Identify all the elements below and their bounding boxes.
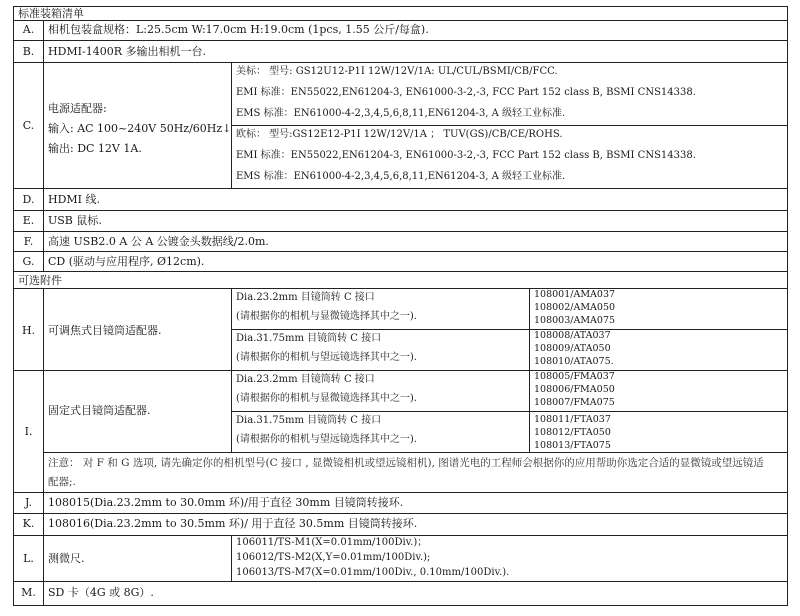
part-code: 108003/AMA075 (534, 315, 616, 326)
micrometer-name: 测微尺. (48, 552, 85, 565)
row-rule (43, 452, 787, 453)
part-code: 108011/FTA037 (534, 414, 611, 425)
part-code: 108008/ATA037 (534, 330, 611, 341)
fixed-adapter-name: 固定式目镜筒适配器. (48, 404, 151, 417)
row-text-m: SD 卡（4G 或 8G）. (48, 586, 154, 599)
adjustable-adapter-name: 可调焦式目镜筒适配器. (48, 324, 162, 337)
part-code: 108006/FMA050 (534, 384, 615, 395)
row-rule (231, 411, 787, 412)
row-mark-a: A. (22, 23, 35, 36)
power-adapter-output: 输出: DC 12V 1A. (48, 142, 142, 155)
section-title-standard: 标准装箱清单 (18, 7, 84, 20)
micrometer-item: 106012/TS-M2(X,Y=0.01mm/100Div.); (236, 552, 431, 563)
row-mark-c: C. (22, 119, 35, 132)
row-rule (14, 62, 787, 63)
col-rule (529, 288, 530, 452)
us-standard-ems: EMS 标准：EN61000-4-2,3,4,5,6,8,11,EN61204-3, A 级轻工业标准. (236, 108, 566, 119)
row-mark-e: E. (22, 214, 35, 227)
adapter-spec: Dia.31.75mm 目镜筒转 C 接口 (236, 333, 382, 344)
row-rule (14, 535, 787, 536)
row-rule (14, 288, 787, 289)
power-adapter-input: 输入: AC 100~240V 50Hz/60Hz↓ (48, 122, 232, 135)
row-rule (14, 210, 787, 211)
row-rule (14, 513, 787, 514)
part-code: 108010/ATA075. (534, 356, 614, 367)
col-rule (231, 288, 232, 452)
eu-standard-model: 欧标： 型号:GS12E12-P1I 12W/12V/1A ； TUV(GS)/CB/CE/ROHS. (236, 129, 563, 140)
row-rule (14, 188, 787, 189)
micrometer-item: 106011/TS-M1(X=0.01mm/100Div.)； (236, 537, 428, 548)
adapter-spec: Dia.23.2mm 目镜筒转 C 接口 (236, 374, 375, 385)
row-rule (14, 581, 787, 582)
part-code: 108007/FMA075 (534, 397, 615, 408)
adapter-note: (请根据你的相机与显微镜选择其中之一). (236, 311, 417, 322)
power-adapter-title: 电源适配器: (48, 102, 107, 115)
part-code: 108013/FTA075 (534, 440, 611, 451)
row-rule (231, 125, 787, 126)
row-rule (14, 20, 787, 21)
table-bottom-rule (14, 605, 787, 606)
row-text-a: 相机包装盒规格：L:25.5cm W:17.0cm H:19.0cm (1pcs, 1.55 公斤/每盒). (48, 23, 429, 36)
row-text-d: HDMI 线. (48, 193, 101, 206)
row-mark-g: G. (22, 255, 35, 268)
row-text-e: USB 鼠标. (48, 214, 102, 227)
row-rule (14, 370, 787, 371)
part-code: 108012/FTA050 (534, 427, 611, 438)
row-rule (14, 231, 787, 232)
col-rule (43, 288, 44, 605)
row-mark-f: F. (23, 235, 34, 248)
row-rule (14, 40, 787, 41)
us-standard-model: 美标： 型号: GS12U12-P1I 12W/12V/1A: UL/CUL/BSMI/CB/FCC. (236, 66, 558, 77)
row-text-f: 高速 USB2.0 A 公 A 公镀金头数据线/2.0m. (48, 235, 269, 248)
row-mark-i: I. (24, 425, 33, 438)
selection-remark: 注意： 对 F 和 G 选项, 请先确定你的相机型号(C 接口 , 显微镜相机或望远镜相机), 图谱光电的工程师会根据你的应用帮助你选定合适的显微镜或望远镜适配器;. (48, 457, 764, 488)
col-rule (231, 535, 232, 581)
adapter-spec: Dia.23.2mm 目镜筒转 C 接口 (236, 292, 375, 303)
adapter-note: (请根据你的相机与望远镜选择其中之一). (236, 434, 417, 445)
row-mark-d: D. (22, 193, 35, 206)
adapter-note: (请根据你的相机与望远镜选择其中之一). (236, 352, 417, 363)
part-code: 108001/AMA037 (534, 289, 616, 300)
part-code: 108009/ATA050 (534, 343, 611, 354)
eu-standard-emi: EMI 标准：EN55022,EN61204-3, EN61000-3-2,-3, FCC Part 152 class B, BSMI CNS14338. (236, 150, 696, 161)
adapter-note: (请根据你的相机与显微镜选择其中之一). (236, 393, 417, 404)
row-mark-b: B. (22, 45, 35, 58)
row-rule (14, 492, 787, 493)
us-standard-emi: EMI 标准：EN55022,EN61204-3, EN61000-3-2,-3, FCC Part 152 class B, BSMI CNS14338. (236, 87, 696, 98)
row-mark-j: J. (24, 496, 33, 509)
row-rule (14, 251, 787, 252)
table-top-rule (14, 6, 787, 7)
row-mark-h: H. (21, 324, 36, 337)
row-rule (14, 271, 787, 272)
row-mark-l: L. (23, 552, 34, 565)
row-mark-m: M. (21, 586, 36, 599)
eu-standard-ems: EMS 标准：EN61000-4-2,3,4,5,6,8,11,EN61204-3, A 级轻工业标准. (236, 171, 566, 182)
row-text-j: 108015(Dia.23.2mm to 30.0mm 环)/用于直径 30mm 目镜筒转接环. (48, 496, 404, 509)
adapter-spec: Dia.31.75mm 目镜筒转 C 接口 (236, 415, 382, 426)
part-code: 108005/FMA037 (534, 371, 615, 382)
row-mark-k: K. (22, 517, 35, 530)
col-rule (43, 20, 44, 271)
section-title-optional: 可选附件 (18, 274, 62, 287)
row-text-g: CD (驱动与应用程序, Ø12cm). (48, 255, 205, 268)
row-text-b: HDMI-1400R 多输出相机一台. (48, 45, 207, 58)
row-rule (231, 329, 787, 330)
micrometer-item: 106013/TS-M7(X=0.01mm/100Div., 0.10mm/100Div.). (236, 567, 510, 578)
packing-list-table (13, 6, 788, 606)
part-code: 108002/AMA050 (534, 302, 616, 313)
row-text-k: 108016(Dia.23.2mm to 30.5mm 环)/ 用于直径 30.5mm 目镜筒转接环. (48, 517, 418, 530)
